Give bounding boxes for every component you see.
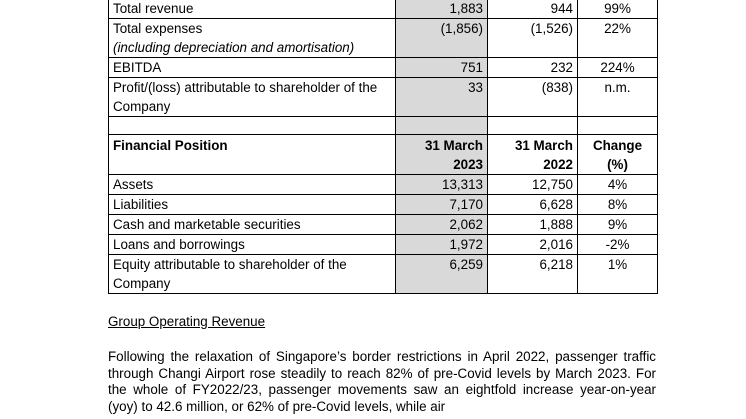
table-row-equity — [109, 255, 658, 294]
spacer-cell — [109, 117, 396, 135]
row-label-cell — [109, 19, 396, 58]
value-current: (1,856) — [396, 19, 488, 58]
row-label: Total expenses — [113, 21, 203, 36]
value-change: -2% — [578, 235, 658, 255]
table-spacer-row — [109, 117, 658, 135]
row-label: Profit/(loss) attributable to shareholder of the Company — [109, 78, 396, 117]
value-change: 4% — [578, 175, 658, 195]
table-header-row — [109, 135, 658, 175]
row-label: Total revenue — [109, 0, 396, 19]
value-change: 8% — [578, 195, 658, 215]
value-prior: 6,218 — [488, 255, 578, 294]
table-row-assets — [109, 175, 658, 195]
value-prior: 2,016 — [488, 235, 578, 255]
value-current: 6,259 — [396, 255, 488, 294]
row-label: Assets — [109, 175, 396, 195]
value-current: 751 — [396, 58, 488, 78]
financial-table — [108, 0, 658, 294]
row-label-note: (including depreciation and amortisation) — [113, 40, 355, 55]
value-change: n.m. — [578, 78, 658, 117]
value-current: 1,883 — [396, 0, 488, 19]
row-label: EBITDA — [109, 58, 396, 78]
section-header: Financial Position — [109, 135, 396, 175]
value-change: 22% — [578, 19, 658, 58]
value-change: 99% — [578, 0, 658, 19]
column-header-prior-line1: 31 March — [514, 138, 573, 153]
value-current: 33 — [396, 78, 488, 117]
value-change: 1% — [578, 255, 658, 294]
value-prior: 12,750 — [488, 175, 578, 195]
value-prior: 232 — [488, 58, 578, 78]
column-header-current-line2: 2023 — [453, 157, 483, 172]
value-prior: (1,526) — [488, 19, 578, 58]
table-row-cash — [109, 215, 658, 235]
spacer-cell — [396, 117, 488, 135]
table-row-loans — [109, 235, 658, 255]
column-header-prior-line2: 2022 — [543, 157, 573, 172]
row-label: Liabilities — [109, 195, 396, 215]
value-prior: 1,888 — [488, 215, 578, 235]
row-label: Cash and marketable securities — [109, 215, 396, 235]
table-row-total-expenses — [109, 19, 658, 58]
value-change: 9% — [578, 215, 658, 235]
column-header-prior — [488, 135, 578, 175]
column-header-change-line2: (%) — [607, 157, 628, 172]
value-current: 2,062 — [396, 215, 488, 235]
value-current: 7,170 — [396, 195, 488, 215]
table-row-liabilities — [109, 195, 658, 215]
column-header-change — [578, 135, 658, 175]
value-current: 13,313 — [396, 175, 488, 195]
value-prior: 6,628 — [488, 195, 578, 215]
body-paragraph: Following the relaxation of Singapore’s border restrictions in April 2022, passenger traffic through Changi Airport rose steadily to reach 82% of pre-Covid levels by March 2023. For the whole of FY2022/23, passenger movements saw an eightfold increase year-on-year (yoy) to 42.6 million, or 62% of pre-Covid levels, while air — [108, 349, 656, 414]
row-label: Loans and borrowings — [109, 235, 396, 255]
value-current: 1,972 — [396, 235, 488, 255]
table-row-profit-loss — [109, 78, 658, 117]
spacer-cell — [488, 117, 578, 135]
table-row-total-revenue — [109, 0, 658, 19]
column-header-current — [396, 135, 488, 175]
column-header-change-line1: Change — [592, 138, 643, 153]
spacer-cell — [578, 117, 658, 135]
value-prior: (838) — [488, 78, 578, 117]
table-row-ebitda — [109, 58, 658, 78]
row-label: Equity attributable to shareholder of the Company — [109, 255, 396, 294]
value-prior: 944 — [488, 0, 578, 19]
column-header-current-line1: 31 March — [424, 138, 483, 153]
section-title: Group Operating Revenue — [108, 314, 266, 329]
value-change: 224% — [578, 58, 658, 78]
